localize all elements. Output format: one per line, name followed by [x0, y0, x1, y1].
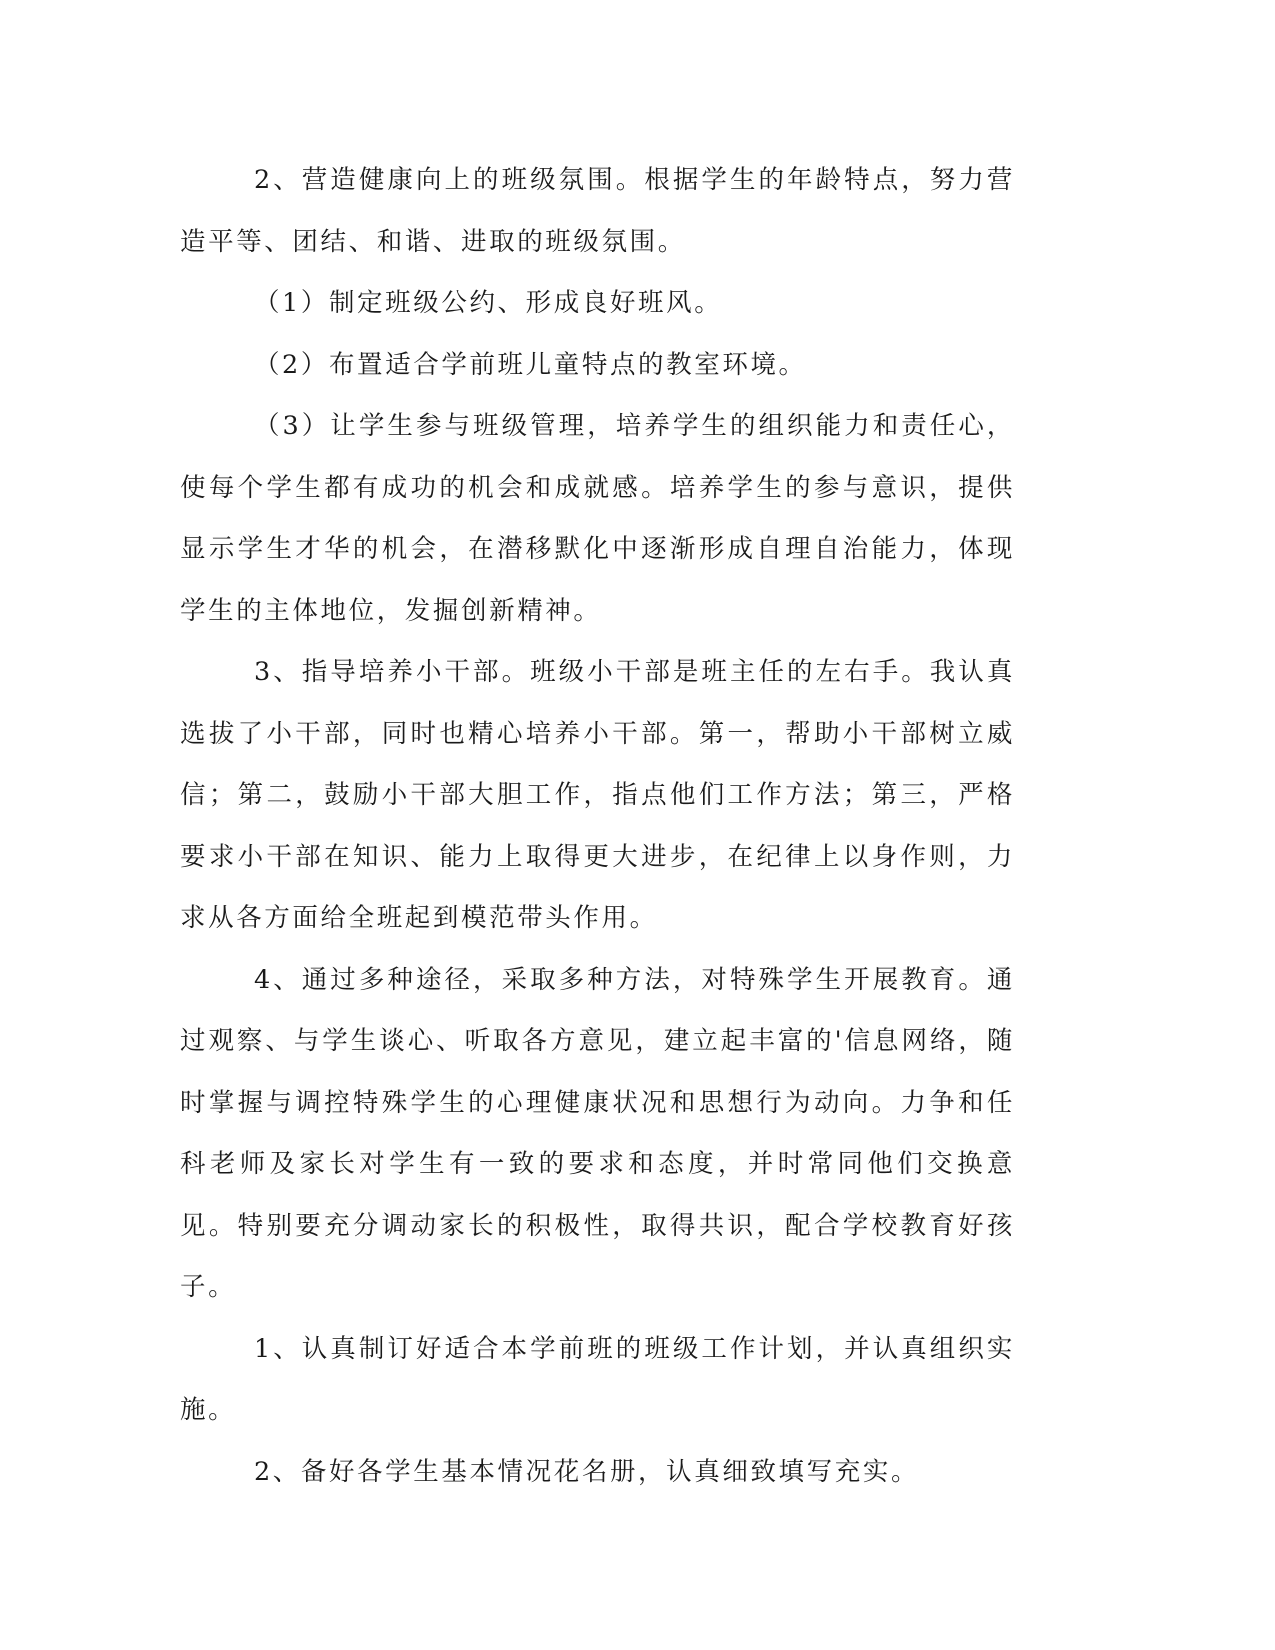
- paragraph-classroom-environment: （2）布置适合学前班儿童特点的教室环境。: [253, 349, 807, 380]
- paragraph-class-convention: （1）制定班级公约、形成良好班风。: [253, 288, 723, 318]
- paragraph-special-students: 4、通过多种途径，采取多种方法，对特殊学生开展教育。通过观察、与学生谈心、听取各方意见，建立起丰富的'信息网络，随时掌握与调控特殊学生的心理健康状况和思想行为动向。力争和任科老师及家长对学生有一致的要求和态度，并时常同他们交换意见。特别要充分调动家长的积极性，取得共识，配合学校教育好孩子。: [180, 964, 1015, 1302]
- paragraph-student-management: （3）让学生参与班级管理，培养学生的组织能力和责任心，使每个学生都有成功的机会和成就感。培养学生的参与意识，提供显示学生才华的机会，在潜移默化中逐渐形成自理自治能力，体现学生的主体地位，发掘创新精神。: [180, 411, 1015, 626]
- paragraph-roster: 2、备好各学生基本情况花名册，认真细致填写充实。: [253, 1456, 920, 1487]
- paragraph-student-leaders: 3、指导培养小干部。班级小干部是班主任的左右手。我认真选拔了小干部，同时也精心培养小干部。第一，帮助小干部树立威信；第二，鼓励小干部大胆工作，指点他们工作方法；第三，严格要求小干部在知识、能力上取得更大进步，在纪律上以身作则，力求从各方面给全班起到模范带头作用。: [180, 657, 1015, 933]
- document-page: [180, 150, 1015, 1503]
- paragraph-atmosphere: 2、营造健康向上的班级氛围。根据学生的年龄特点，努力营造平等、团结、和谐、进取的班级氛围。: [180, 165, 1015, 257]
- paragraph-work-plan: 1、认真制订好适合本学前班的班级工作计划，并认真组织实施。: [180, 1333, 1015, 1425]
